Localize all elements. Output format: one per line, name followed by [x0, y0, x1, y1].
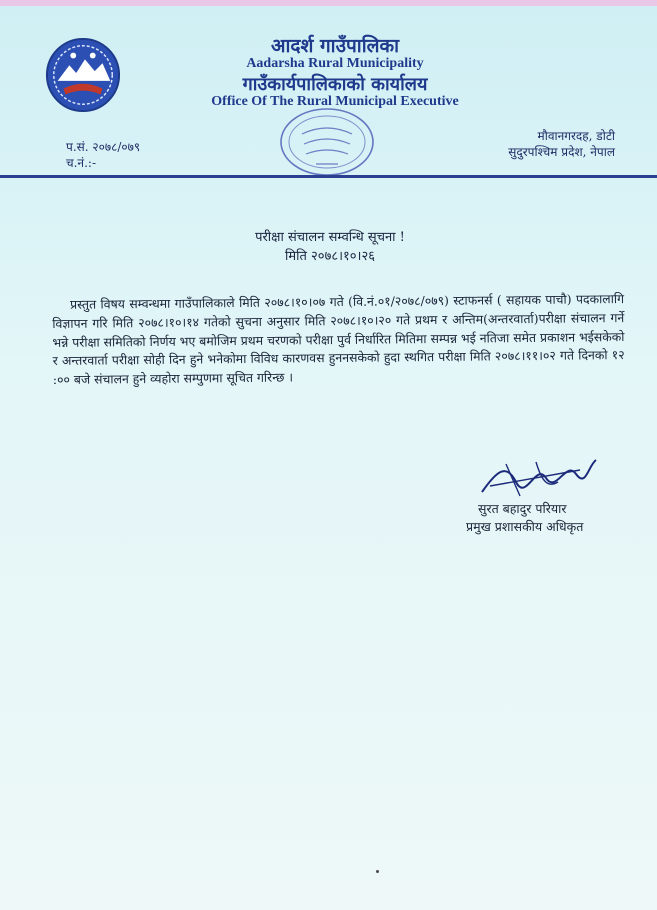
- reference-number: प.सं. २०७८/०७९: [66, 140, 141, 154]
- office-name-nepali: गाउँकार्यपालिकाको कार्यालय: [242, 74, 428, 95]
- dispatch-number: च.नं.:-: [66, 156, 97, 170]
- office-name-english: Office Of The Rural Municipal Executive: [211, 94, 459, 109]
- address-line-2: सुदुरपश्चिम प्रदेश, नेपाल: [508, 145, 615, 159]
- handwritten-signature: [476, 452, 600, 502]
- municipality-name-nepali: आदर्श गाउँपालिका: [270, 35, 400, 57]
- notice-subject: परीक्षा संचालन सम्वन्धि सूचना !: [255, 230, 405, 245]
- signatory-title: प्रमुख प्रशासकीय अधिकृत: [466, 519, 584, 534]
- office-seal-stamp: [272, 104, 382, 180]
- municipality-name-english: Aadarsha Rural Municipality: [246, 56, 424, 71]
- paper-speck: [376, 870, 379, 873]
- notice-body: प्रस्तुत विषय सम्वन्धमा गाउँपालिकाले मिति २०७८।१०।०७ गते (वि.नं.०१/२०७८/०७९) स्टाफनर्स ( सहायक पाचौ) पदकालागि विज्ञापन गरि मिति २०७८।१०।१४ गतेको सुचना अनुसार मिति २०७८।१०।२० गते प्रथम र अन्तिम(अन्तरवार्ता)परीक्षा संचालन गर्ने भन्ने परीक्षा समितिको निर्णय भए बमोजिम प्रथम चरणको परीक्षा पुर्व निर्धारित मितिमा सम्पन्न भई नतिजा समेत प्रकाशन भईसकेको र अन्तरवार्ता परीक्षा सोही दिन हुने भनेकोमा विविध कारणवस हुननसकेको हुदा स्थगित परीक्षा मिति २०७८।११।०२ गते दिनको १२ :०० बजे संचालन हुने व्यहोरा सम्पुणमा सूचित गरिन्छ ।: [52, 291, 625, 388]
- header-divider: [0, 175, 657, 178]
- notice-date: मिति २०७८।१०।२६: [285, 249, 375, 264]
- signatory-name: सुरत बहादुर परियार: [478, 501, 567, 516]
- address-line-1: मौवानगरदह, डोटी: [537, 129, 615, 143]
- nepal-emblem-icon: [44, 36, 122, 114]
- top-color-band: [0, 0, 657, 6]
- notice-heading: [180, 228, 480, 266]
